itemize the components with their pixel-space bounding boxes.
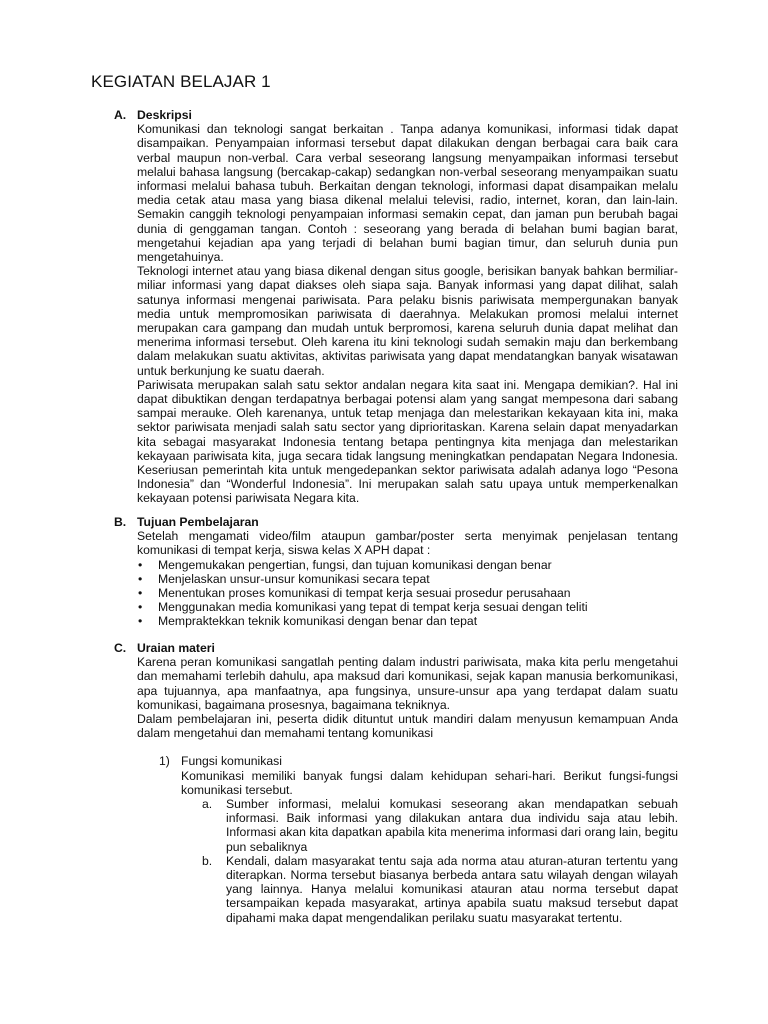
section-body [137,655,678,740]
subsection-fungsi-komunikasi [159,754,678,924]
paragraph: Setelah mengamati video/film ataupun gambar/poster serta menyimak penjelasan tentang komunikasi di tempat kerja, siswa kelas X APH dapat : [137,529,678,558]
list-item [137,600,678,614]
section-heading [114,641,680,655]
list-item-text: Sumber informasi, melalui komukasi seseorang akan mendapatkan sebuah informasi. Baik informasi yang dilakukan antara dua individu saja atau lebih. Informasi akan kita dapatkan apabila kita menerima informasi dari orang lain, begitu pun sebaliknya [226,797,678,854]
page-title: KEGIATAN BELAJAR 1 [91,72,271,91]
list-item-text: Menentukan proses komunikasi di tempat kerja sesuai prosedur perusahaan [158,586,571,601]
subsection-title: Fungsi komunikasi [181,754,282,769]
subsection-number: 1) [159,754,170,769]
bullet-icon: • [138,571,143,586]
list-item [137,586,678,600]
bullet-icon: • [138,557,143,572]
list-item-text: Kendali, dalam masyarakat tentu saja ada norma atau aturan-aturan tertentu yang diterapkan. Norma tersebut biasanya berbeda antara satu wilayah dengan wilayah yang lainnya. Hanya melalui komunikasi atauran atau norma tersebut dapat tersampaikan kepada masyarakat, artinya apabila suatu maksud tersebut dapat dipahami maka dapat mengendalikan perilaku suatu masyarakat tertentu. [226,853,678,925]
list-item-text: Mengemukakan pengertian, fungsi, dan tujuan komunikasi dengan benar [158,557,552,572]
section-body [137,529,678,628]
list-item [137,614,678,628]
objective-list [137,558,678,629]
section-body [137,122,678,505]
bullet-icon: • [138,586,143,601]
list-item-text: Menggunakan media komunikasi yang tepat di tempat kerja sesuai dengan teliti [158,600,588,615]
section-title: Deskripsi [137,108,192,122]
section-letter: C. [114,641,127,655]
list-item-text: Mempraktekkan teknik komunikasi dengan benar dan tepat [158,614,478,629]
paragraph: Dalam pembelajaran ini, peserta didik dituntut untuk mandiri dalam menyusun kemampuan Anda dalam mengetahui dan memahami tentang komunikasi [137,712,678,741]
paragraph: Karena peran komunikasi sangatlah penting dalam industri pariwisata, maka kita perlu mengetahui dan memahami terlebih dahulu, apa maksud dari komunikasi, sejak kapan manusia berkomunikasi, apa tujuannya, apa manfaatnya, apa fungsinya, unsure-unsur apa yang terdapat dalam suatu komunikasi, bagaimana prosesnya, bagaimana tekniknya. [137,655,678,712]
list-item [202,854,678,925]
paragraph: Komunikasi dan teknologi sangat berkaitan . Tanpa adanya komunikasi, informasi tidak dapat disampaikan. Penyampaian informasi tersebut dapat dilakukan dengan berbagai cara baik cara verbal maupun non-verbal. Cara verbal seseorang langsung menyampaikan informasi tersebut melalui bahasa langsung (bercakap-cakap) sedangkan non-verbal seseorang menyampaikan suatu informasi melalui bahasa tubuh. Berkaitan dengan teknologi, informasi dapat disampaikan melalu media cetak atau masa yang biasa dikenal melalui televisi, radio, internet, koran, dan lain-lain. Semakin canggih teknologi penyampaian informasi semakin cepat, dan jaman pun berubah bagai dunia di genggaman tangan. Contoh : seseorang yang berada di belahan bumi bagian barat, mengetahui kejadian apa yang terjadi di belahan bumi bagian timur, dan seluruh dunia pun mengetahuinya. [137,122,678,265]
section-title: Tujuan Pembelajaran [137,515,259,529]
subsection-text: Komunikasi memiliki banyak fungsi dalam kehidupan sehari-hari. Berikut fungsi-fungsi komunikasi tersebut. [181,768,678,797]
list-item-letter: b. [202,853,213,868]
section-tujuan-pembelajaran [114,515,680,629]
section-heading [114,515,680,529]
section-deskripsi [114,108,680,506]
list-item-text: Menjelaskan unsur-unsur komunikasi secara tepat [158,571,430,586]
function-list [202,797,678,925]
paragraph: Pariwisata merupakan salah satu sektor andalan negara kita saat ini. Mengapa demikian?. Hal ini dapat dibuktikan dengan terdapatnya berbagai potensi alam yang sangat mempesona dari sabang sampai merauke. Oleh karenanya, untuk tetap menjaga dan melestarikan kekayaan kita ini, maka sektor pariwisata menjadi salah satu sector yang diprioritaskan. Karena selain dapat menyadarkan kita sebagai masyarakat Indonesia tentang betapa pentingnya kita menjaga dan melestarikan kekayaan pariwisata kita, juga secara tidak langsung meningkatkan pendapatan Negara Indonesia. Keseriusan pemerintah kita untuk mengedepankan sektor pariwisata adalah adanya logo “Pesona Indonesia” dan “Wonderful Indonesia”. Ini merupakan salah satu upaya untuk memperkenalkan kekayaan potensi pariwisata Negara kita. [137,377,678,506]
section-uraian-materi [114,641,680,925]
bullet-icon: • [138,614,143,629]
section-heading [114,108,680,122]
paragraph: Teknologi internet atau yang biasa dikenal dengan situs google, berisikan banyak bahkan bermiliar-miliar informasi yang dapat diakses oleh siapa saja. Banyak informasi yang dapat dilihat, salah satunya informasi mengenai pariwisata. Para pelaku bisnis pariwisata mempergunakan banyak media untuk mempromosikan pariwisata di daerahnya. Melakukan promosi melalui internet merupakan cara gampang dan mudah untuk berpromosi, karena seluruh dunia dapat melihat dan menerima informasi tersebut. Oleh karena itu kini teknologi sudah semakin maju dan berkembang dalam melakukan suatu aktivitas, aktivitas pariwisata yang dapat mendatangkan banyak wisatawan untuk berkunjung ke suatu daerah. [137,264,678,378]
list-item [202,797,678,854]
section-letter: A. [114,108,127,122]
section-letter: B. [114,515,127,529]
list-item-letter: a. [202,797,213,812]
list-item [137,558,678,572]
list-item [137,572,678,586]
section-title: Uraian materi [137,641,215,655]
bullet-icon: • [138,600,143,615]
